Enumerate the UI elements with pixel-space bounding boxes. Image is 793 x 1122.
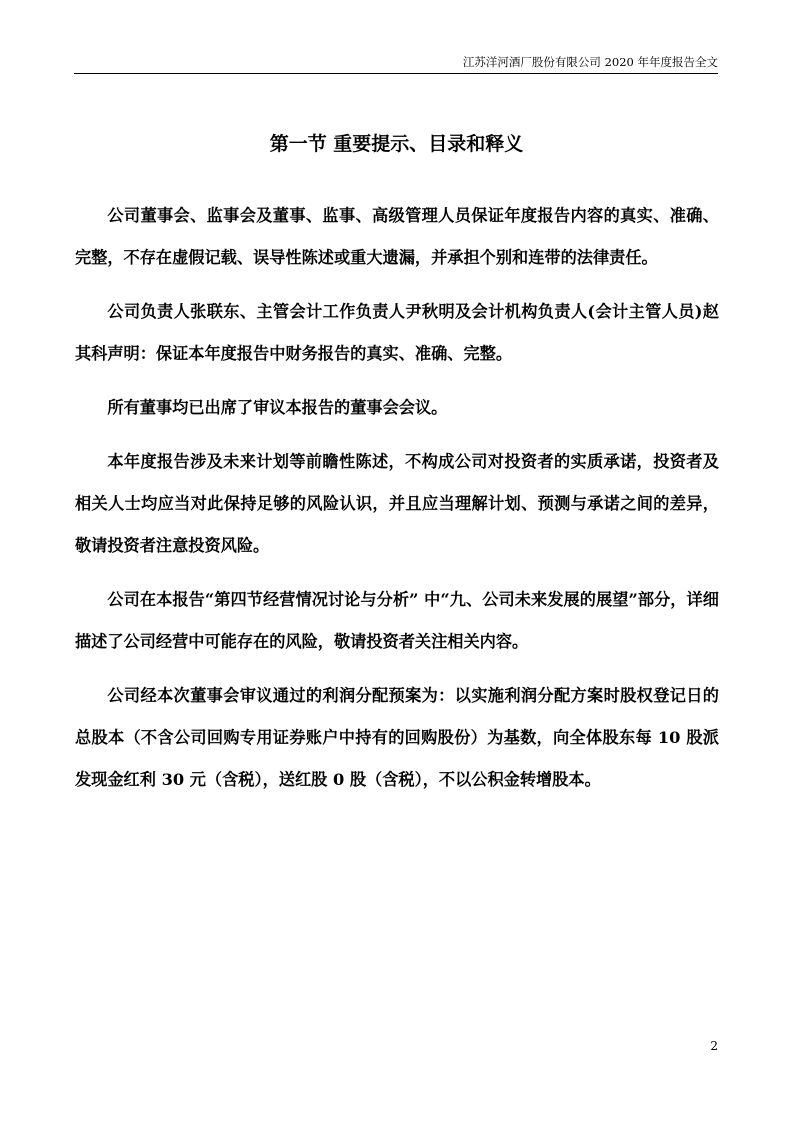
page-number: 2 [710,1039,718,1053]
paragraph-financial-statement-declaration: 公司负责人张联东、主管会计工作负责人尹秋明及会计机构负责人(会计主管人员)赵其科声明：保证本年度报告中财务报告的真实、准确、完整。 [75,302,719,363]
body-text [75,195,719,813]
running-header-title: 江苏洋河酒厂股份有限公司 2020 年年度报告全文 [462,55,718,69]
paragraph-profit-distribution: 公司经本次董事会审议通过的利润分配预案为：以实施利润分配方案时股权登记日的总股本（不含公司回购专用证券账户中持有的回购股份）为基数，向全体股东每 10 股派发现金红利 30 元（含税），送红股 0 股（含税），不以公积金转增股本。 [75,686,719,789]
running-header [74,55,718,74]
paragraph-risk-notice: 公司在本报告“第四节经营情况讨论与分析” 中“九、公司未来发展的展望”部分，详细描述了公司经营中可能存在的风险，敬请投资者关注相关内容。 [75,590,719,651]
paragraph-responsibility-statement: 公司董事会、监事会及董事、监事、高级管理人员保证年度报告内容的真实、准确、完整，不存在虚假记载、误导性陈述或重大遗漏，并承担个别和连带的法律责任。 [75,206,719,267]
section-title: 第一节 重要提示、目录和释义 [269,133,524,155]
paragraph-forward-looking-statement: 本年度报告涉及未来计划等前瞻性陈述，不构成公司对投资者的实质承诺，投资者及相关人士均应当对此保持足够的风险认识，并且应当理解计划、预测与承诺之间的差异，敬请投资者注意投资风险。 [75,452,719,555]
paragraph-board-attendance: 所有董事均已出席了审议本报告的董事会会议。 [107,398,448,417]
